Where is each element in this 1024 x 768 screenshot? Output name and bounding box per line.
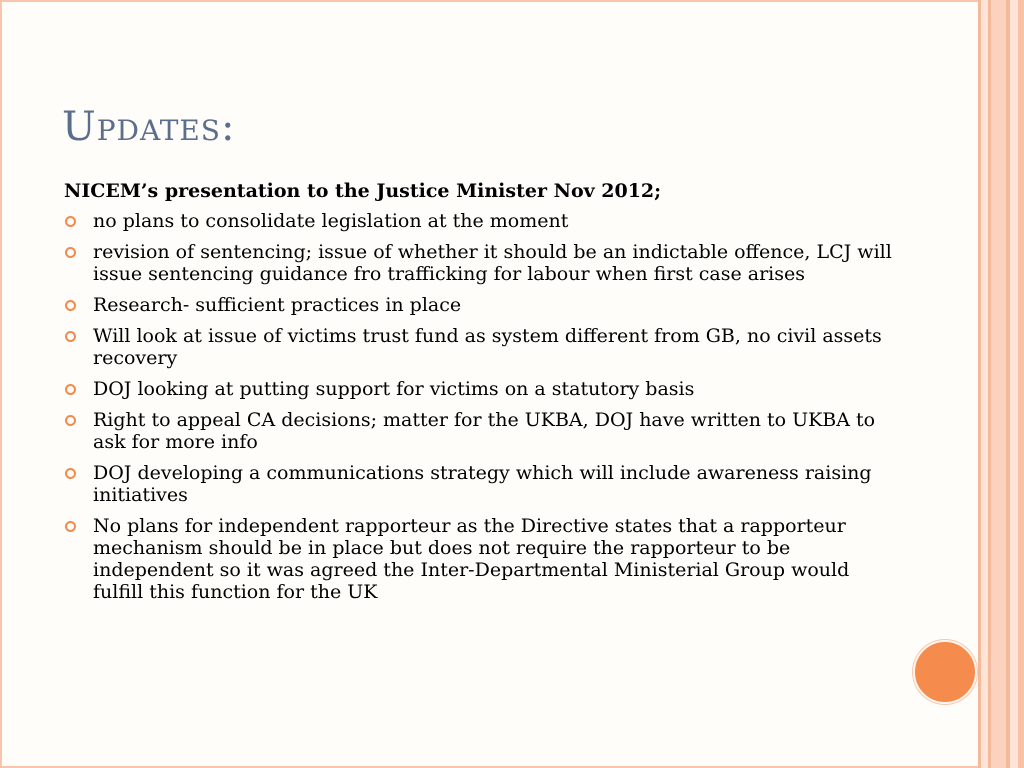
hollow-circle-icon [65, 415, 76, 426]
list-item [64, 378, 894, 400]
hollow-circle-icon [65, 331, 76, 342]
frame-top-border [0, 0, 980, 2]
bullet-text: DOJ looking at putting support for victims on a statutory basis [93, 378, 695, 400]
list-item [64, 294, 894, 316]
bullet-text: DOJ developing a communications strategy which will include awareness raising initiatives [93, 462, 872, 506]
hollow-circle-icon [65, 300, 76, 311]
intro-heading: NICEM’s presentation to the Justice Minister Nov 2012; [64, 180, 662, 202]
list-item [64, 409, 894, 453]
slide-content [64, 180, 894, 612]
bullet-text: Right to appeal CA decisions; matter for the UKBA, DOJ have written to UKBA to ask for more info [93, 409, 876, 453]
hollow-circle-icon [65, 521, 76, 532]
bullet-text: No plans for independent rapporteur as the Directive states that a rapporteur mechanism should be in place but does not require the rapporteur to be independent so it was agreed the Inter-Departmental Ministerial Group would fulfill this function for the UK [93, 515, 850, 603]
list-item [64, 515, 894, 603]
list-item [64, 462, 894, 506]
hollow-circle-icon [65, 216, 76, 227]
list-item [64, 210, 894, 232]
bullet-text: Will look at issue of victims trust fund as system different from GB, no civil assets recovery [93, 325, 882, 369]
list-item [64, 241, 894, 285]
bullet-text: Research- sufficient practices in place [93, 294, 462, 316]
slide-title: Updates: [62, 104, 236, 150]
bullet-list [64, 210, 894, 603]
hollow-circle-icon [65, 247, 76, 258]
hollow-circle-icon [65, 384, 76, 395]
orange-circle-icon [913, 640, 977, 704]
bullet-text: no plans to consolidate legislation at the moment [93, 210, 569, 232]
bullet-text: revision of sentencing; issue of whether it should be an indictable offence, LCJ will issue sentencing guidance fro trafficking for labour when first case arises [93, 241, 892, 285]
list-item [64, 325, 894, 369]
decorative-stripes [978, 0, 1024, 768]
hollow-circle-icon [65, 468, 76, 479]
